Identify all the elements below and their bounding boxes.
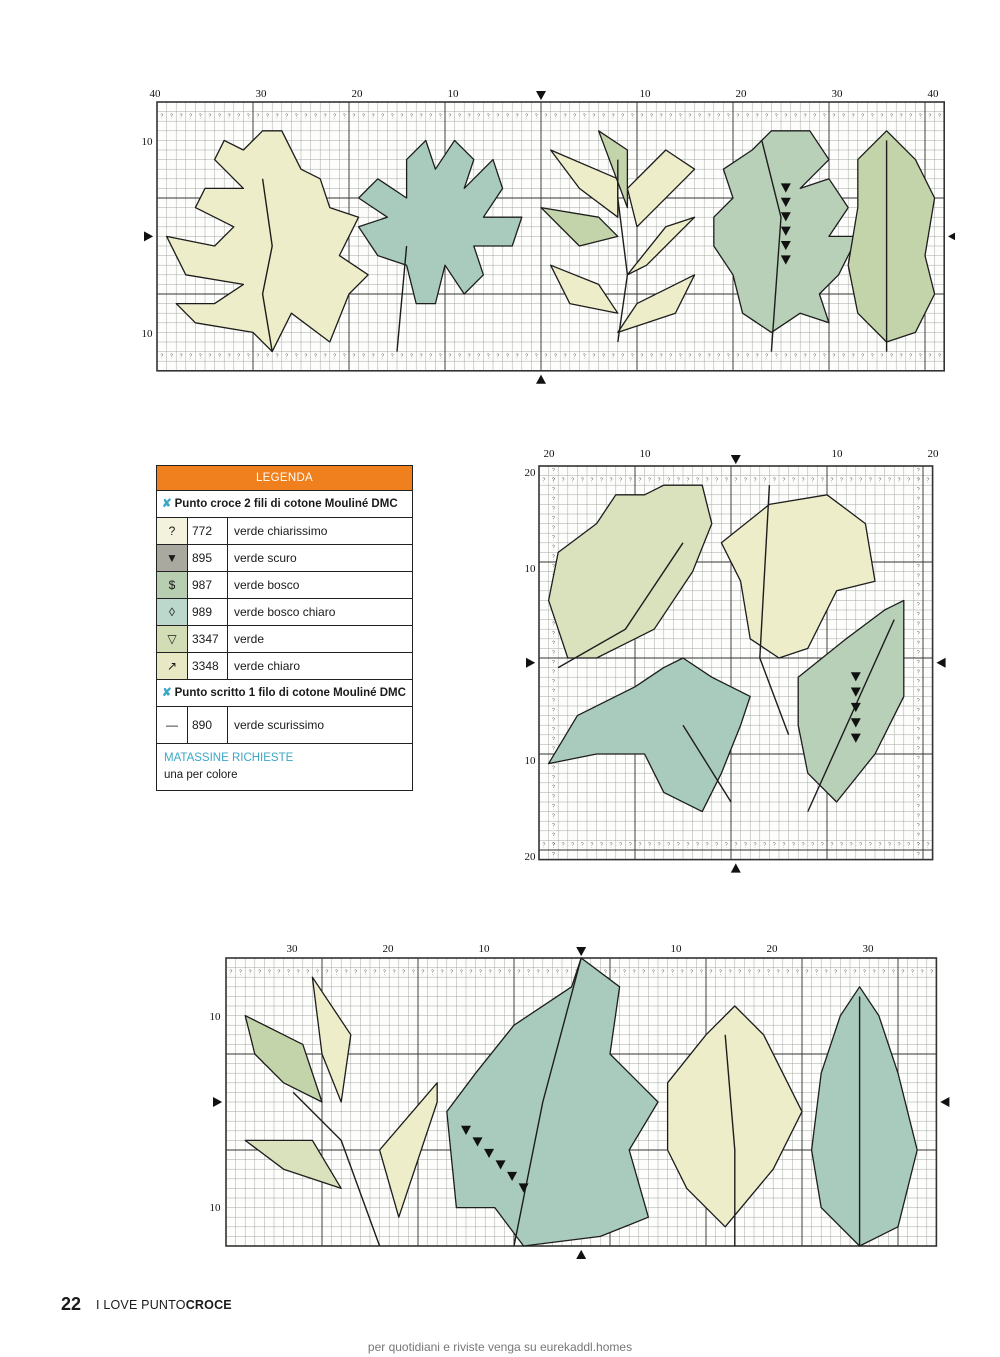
center-marker-icon [940,1097,949,1107]
color-name: verde chiarissimo [234,524,328,538]
color-name: verde scurissimo [234,718,325,732]
left-label: 20 [524,851,536,863]
color-name: verde bosco [234,578,300,592]
center-marker-icon [213,1097,222,1107]
top-label: 20 [543,448,555,460]
symbol-diamond: ◊ [157,599,188,625]
magazine-bold: CROCE [185,1298,232,1312]
top-label: 40 [927,88,939,100]
top-label: 20 [735,88,747,100]
chart-top [135,86,955,396]
top-label: 20 [351,88,363,100]
legend-row [157,626,412,653]
center-marker-icon [948,231,955,241]
color-code: 987 [188,572,228,598]
legend-row [157,518,412,545]
top-label: 10 [478,943,490,955]
top-label: 20 [382,943,394,955]
cross-icon: ✘ [162,687,172,699]
magazine-title [96,1298,232,1312]
color-name: verde scuro [234,551,297,565]
center-marker-icon [731,455,741,464]
center-marker-icon [576,1250,586,1259]
color-code: 3348 [188,653,228,679]
skeins-title: MATASSINE RICHIESTE [164,752,294,764]
color-code: 989 [188,599,228,625]
watermark: per quotidiani e riviste venga su eurekaddl.homes [367,1340,633,1354]
top-label: 10 [670,943,682,955]
top-label: 30 [862,943,874,955]
top-label: 40 [149,88,161,100]
skeins-note [157,744,412,790]
legend-row [157,572,412,599]
color-name: verde bosco chiaro [234,605,336,619]
legend-row [157,653,412,680]
center-marker-icon [731,863,741,872]
legend-row [157,545,412,572]
center-marker-icon [526,658,535,668]
color-code: 3347 [188,626,228,652]
chart-bottom [205,940,965,1280]
top-label: 30 [255,88,267,100]
cross-stitch-chart-top [135,86,955,396]
left-label: 10 [141,136,153,148]
color-code: 895 [188,545,228,571]
magazine-prefix: I LOVE PUNTO [96,1298,186,1312]
page-number: 22 [61,1294,82,1314]
left-label: 10 [209,1011,221,1023]
left-label: 10 [209,1202,221,1214]
center-marker-icon [536,91,546,100]
symbol-triangle-down: ▼ [157,545,188,571]
color-name: verde [234,632,265,646]
top-label: 10 [639,88,651,100]
top-label: 30 [831,88,843,100]
legend-section-backstitch [157,680,412,707]
top-label: 10 [831,448,843,460]
symbol-triangle-outline: ▽ [157,626,188,652]
left-label: 10 [524,563,536,575]
left-label: 10 [524,755,536,767]
color-code: 772 [188,518,228,544]
legend-title: LEGENDA [157,466,412,491]
legend-row [157,599,412,626]
left-label: 10 [141,328,153,340]
top-label: 20 [927,448,939,460]
center-marker-icon [144,231,153,241]
left-label: 20 [524,467,536,479]
top-label: 30 [286,943,298,955]
section-label: Punto croce 2 fili di cotone Mouliné DMC [174,498,398,510]
color-name: verde chiaro [234,659,301,673]
symbol-line: — [157,707,188,743]
legend-section-cross-stitch [157,491,412,518]
center-marker-icon [576,947,586,956]
top-label: 10 [447,88,459,100]
cross-stitch-chart-bottom [205,940,965,1280]
skeins-text: una per colore [164,769,238,781]
chart-middle [518,445,958,877]
section-label: Punto scritto 1 filo di cotone Mouliné DMC [174,687,406,699]
center-marker-icon [936,658,945,668]
cross-stitch-chart-middle [518,445,958,877]
center-marker-icon [536,375,546,384]
symbol-question: ? [157,518,188,544]
legend-row [157,707,412,744]
legend-table [156,465,413,791]
symbol-dollar: $ [157,572,188,598]
top-label: 20 [766,943,778,955]
color-code: 890 [188,707,228,743]
symbol-arrow: ↗ [157,653,188,679]
top-label: 10 [639,448,651,460]
cross-icon: ✘ [162,498,172,510]
